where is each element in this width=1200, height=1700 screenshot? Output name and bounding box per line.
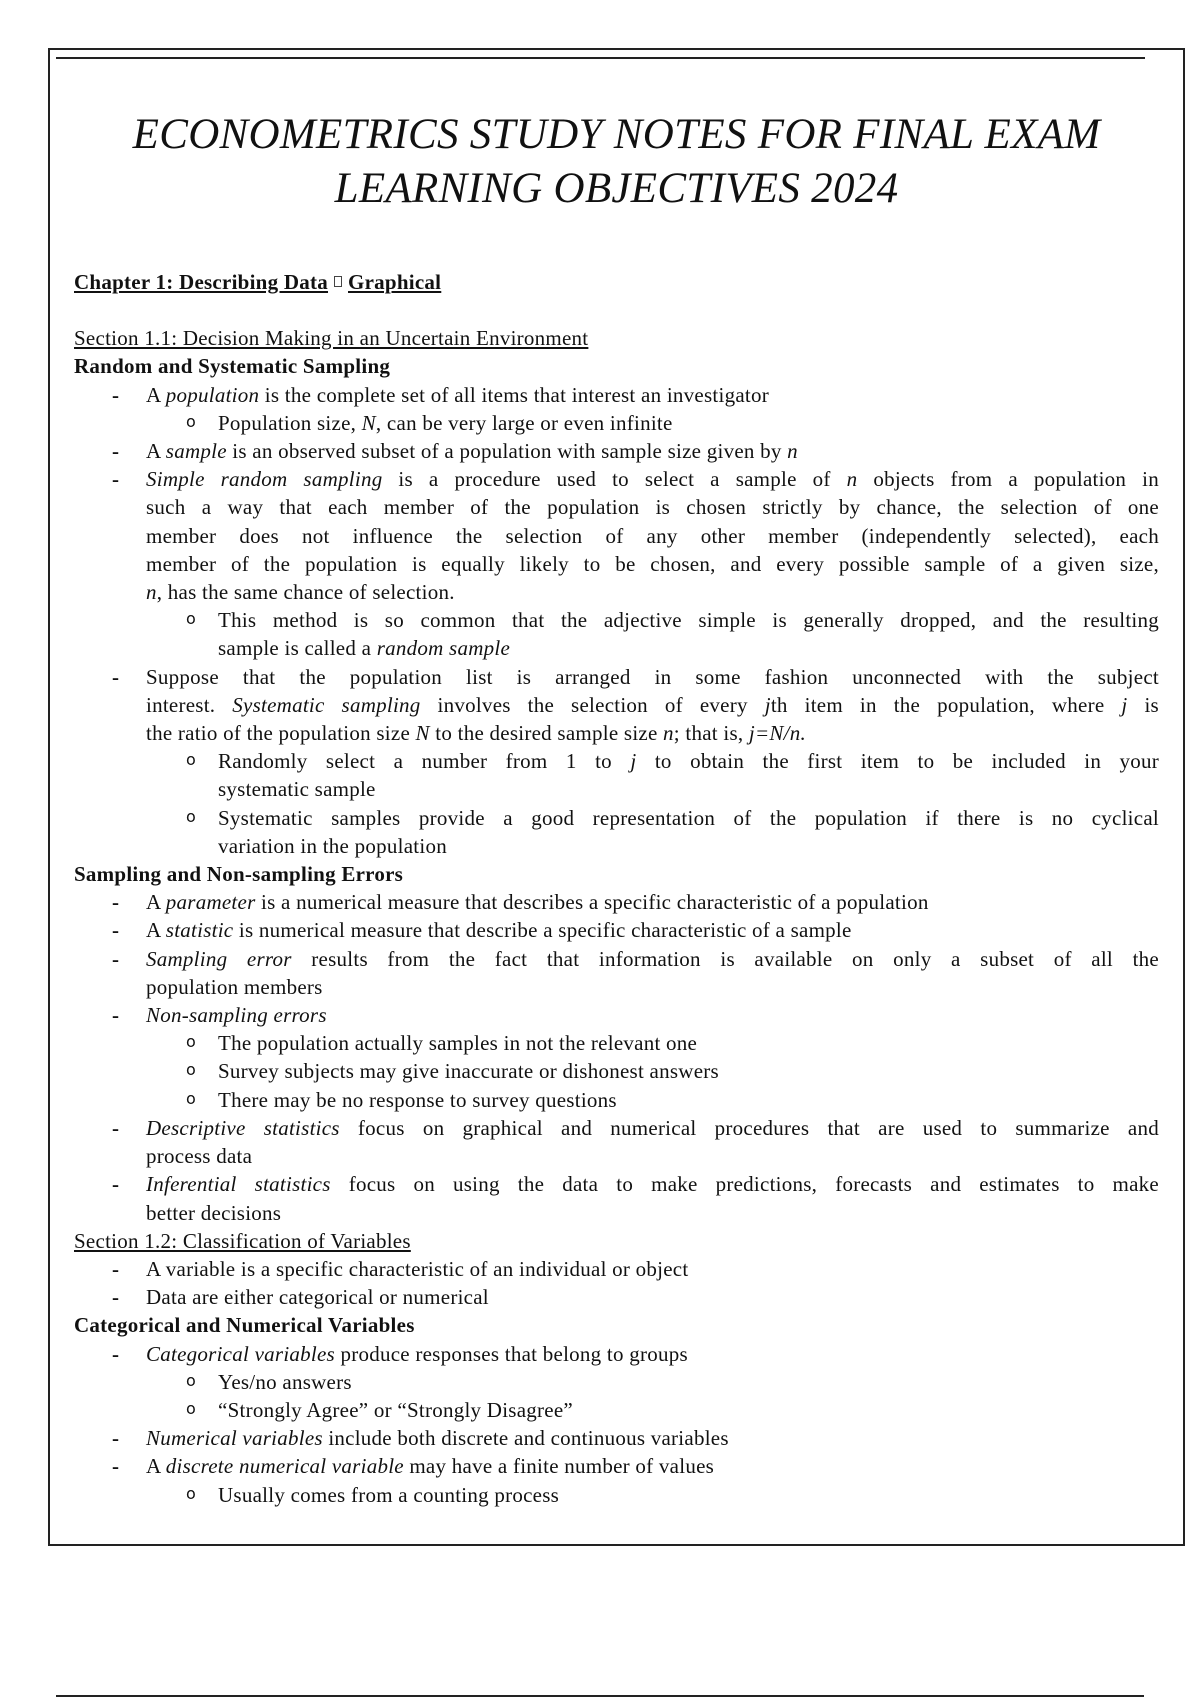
title-line-1: ECONOMETRICS STUDY NOTES FOR FINAL EXAM bbox=[132, 111, 1101, 158]
list-item: - A variable is a specific characteristic of an individual or object bbox=[146, 1255, 1159, 1283]
variables-bullet-list bbox=[74, 1255, 1159, 1311]
list-item: - Descriptive statistics focus on graphical and numerical procedures that are used to summarize and process data bbox=[146, 1114, 1159, 1170]
list-item: - Categorical variables produce responses that belong to groups o Yes/no answers o “Strongly Agree” or “Strongly Disagree” bbox=[146, 1340, 1159, 1425]
sub-list bbox=[146, 1481, 1159, 1509]
footer-rule bbox=[56, 1695, 1144, 1697]
section-1-1-title: Section 1.1: Decision Making in an Uncertain Environment bbox=[74, 326, 589, 351]
missing-glyph-icon bbox=[334, 276, 342, 287]
document-body bbox=[74, 268, 1159, 1509]
sub-list bbox=[146, 1368, 1159, 1424]
document-title bbox=[50, 108, 1183, 216]
sub-list bbox=[146, 606, 1159, 662]
chapter-heading-suffix: Graphical bbox=[348, 270, 442, 294]
heading-sampling-errors: Sampling and Non-sampling Errors bbox=[74, 862, 404, 887]
list-item: o Survey subjects may give inaccurate or dishonest answers bbox=[218, 1057, 1159, 1085]
title-line-2: LEARNING OBJECTIVES 2024 bbox=[334, 165, 899, 212]
heading-random-systematic-sampling: Random and Systematic Sampling bbox=[74, 354, 391, 379]
list-item: - A statistic is numerical measure that describe a specific characteristic of a sample bbox=[146, 916, 1159, 944]
list-item: - A parameter is a numerical measure that describes a specific characteristic of a population bbox=[146, 888, 1159, 916]
list-item: o The population actually samples in not the relevant one bbox=[218, 1029, 1159, 1057]
list-item: - Sampling error results from the fact that information is available on only a subset of all the population members bbox=[146, 945, 1159, 1001]
list-item: - Inferential statistics focus on using the data to make predictions, forecasts and estimates to make better decisions bbox=[146, 1170, 1159, 1226]
list-item: - Non-sampling errors o The population actually samples in not the relevant one o Survey subjects may give inaccurate or dishonest answers o There may be no response to survey questions bbox=[146, 1001, 1159, 1114]
list-item: - A discrete numerical variable may have a finite number of values o Usually comes from a counting process bbox=[146, 1452, 1159, 1508]
list-item: o Usually comes from a counting process bbox=[218, 1481, 1159, 1509]
sub-list bbox=[146, 747, 1159, 860]
list-item: - A sample is an observed subset of a population with sample size given by n bbox=[146, 437, 1159, 465]
list-item: o Yes/no answers bbox=[218, 1368, 1159, 1396]
sub-list bbox=[146, 1029, 1159, 1114]
variable-types-list bbox=[74, 1340, 1159, 1509]
chapter-heading bbox=[74, 268, 1159, 296]
list-item: o This method is so common that the adjective simple is generally dropped, and the resulting sample is called a random sample bbox=[218, 606, 1159, 662]
list-item: o “Strongly Agree” or “Strongly Disagree” bbox=[218, 1396, 1159, 1424]
page-frame bbox=[48, 48, 1185, 1546]
errors-bullet-list bbox=[74, 888, 1159, 1226]
list-item: - A population is the complete set of all items that interest an investigator o Population size, N, can be very large or even infinite bbox=[146, 381, 1159, 437]
sub-list bbox=[146, 409, 1159, 437]
list-item: - Suppose that the population list is arranged in some fashion unconnected with the subject interest. Systematic sampling involves the selection of every jth item in the population, where j is the ratio of the population size N to the desired sample size n; that is, j=N/n. o Randomly select a number from 1 to j to obtain the first item to be included in your systematic sample o Systematic samples provide a good representation of the population if there is no cyclical variation in the population bbox=[146, 663, 1159, 860]
list-item: o Randomly select a number from 1 to j to obtain the first item to be included in your systematic sample bbox=[218, 747, 1159, 803]
sampling-bullet-list bbox=[74, 381, 1159, 860]
top-rule bbox=[56, 57, 1145, 59]
list-item: o There may be no response to survey questions bbox=[218, 1086, 1159, 1114]
section-1-2-title: Section 1.2: Classification of Variables bbox=[74, 1228, 411, 1253]
list-item: o Population size, N, can be very large or even infinite bbox=[218, 409, 1159, 437]
list-item: - Data are either categorical or numerical bbox=[146, 1283, 1159, 1311]
chapter-heading-text: Chapter 1: Describing Data bbox=[74, 270, 329, 294]
list-item: o Systematic samples provide a good representation of the population if there is no cyclical variation in the population bbox=[218, 804, 1159, 860]
list-item: - Simple random sampling is a procedure used to select a sample of n objects from a population in such a way that each member of the population is chosen strictly by chance, the selection of one member does not influence the selection of any other member (independently selected), each member of the population is equally likely to be chosen, and every possible sample of a given size, n, has the same chance of selection. o This method is so common that the adjective simple is generally dropped, and the resulting sample is called a random sample bbox=[146, 465, 1159, 662]
heading-categorical-numerical: Categorical and Numerical Variables bbox=[74, 1313, 415, 1338]
list-item: - Numerical variables include both discrete and continuous variables bbox=[146, 1424, 1159, 1452]
